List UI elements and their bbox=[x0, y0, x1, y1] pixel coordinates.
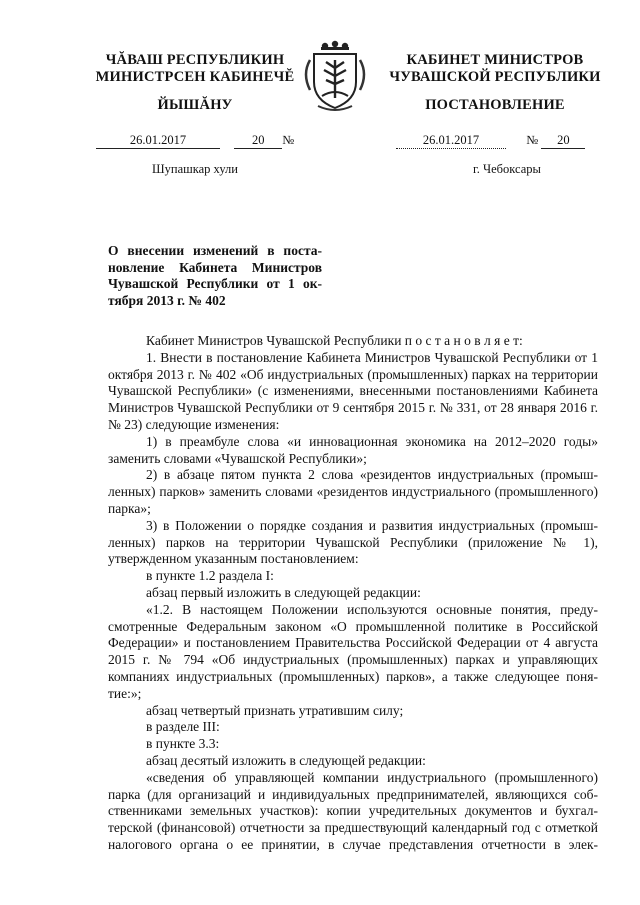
body-paragraph-6: абзац первый изложить в следующей редакции: bbox=[146, 584, 421, 600]
body-paragraph-3: 2) в абзаце пятом пункта 2 слова «резидентов индустриальных (промышленных) парков» заменить словами «резидентов индустриального (промышленного) парка»; bbox=[108, 467, 598, 516]
body-paragraph-7: «1.2. В настоящем Положении используются основные понятия, предусмотренные Федеральным законом «О промышленной политике в Российской Федерации» и постановлением Правительства Российской Федерации от 4 августа 2015 г. № 794 «Об индустриальных (промышленных) парках и управляющих компаниях индустриальных (промышленных) парков», а также следующее понятие:»; bbox=[108, 601, 598, 701]
title-line-3: Чувашской Республики от 1 ок- bbox=[108, 276, 322, 291]
right-doc-type: ПОСТАНОВЛЕНИЕ bbox=[425, 97, 565, 113]
left-org-line2: МИНИСТРСЕН КАБИНЕЧĔ bbox=[95, 69, 295, 85]
title-line-2: новление Кабинета Министров bbox=[108, 259, 322, 275]
body-paragraph-9: в разделе III: bbox=[146, 719, 220, 735]
left-org-name bbox=[90, 52, 300, 86]
right-number-sign: № bbox=[526, 133, 539, 147]
left-number-sign: № bbox=[282, 133, 295, 147]
left-number: 20 bbox=[234, 133, 282, 149]
body-paragraph-1: 1. Внести в постановление Кабинета Министров Чувашской Республики от 1 октября 2013 г. № 402 «Об индустриальных (промышленных) парках на территории Чувашской Республики» (с изменениями, внесенными постановлениями Кабинета Министров Чувашской Республики от 9 сентября 2015 г. № 331, от 28 января 2016 г. № 23) следующие изменения: bbox=[108, 349, 598, 432]
document-body bbox=[108, 333, 598, 854]
coat-of-arms-icon bbox=[300, 38, 370, 114]
body-paragraph-5: в пункте 1.2 раздела I: bbox=[146, 568, 274, 584]
body-paragraph-12: «сведения об управляющей компании индустриального (промышленного) парка (для организаций и индивидуальных предпринимателей, являющихся собственниками земельных участков): копии учредительных документов и бухгалтерской (финансовой) отчетности за предшествующий календарный год с отметкой налогового органа о ее принятии, в случае представления отчетности в элек- bbox=[108, 769, 598, 852]
left-date-number-row bbox=[96, 133, 316, 149]
body-paragraph-4: 3) в Положении о порядке создания и развития индустриальных (промышленных) парков на территории Чувашской Республики (приложение № 1), утвержденном указанным постановлением: bbox=[108, 517, 598, 567]
body-paragraph-11: абзац десятый изложить в следующей редакции: bbox=[146, 752, 426, 768]
left-city: Шупашкар хули bbox=[152, 162, 238, 176]
right-org-line2: ЧУВАШСКОЙ РЕСПУБЛИКИ bbox=[389, 69, 601, 85]
title-line-4: тября 2013 г. № 402 bbox=[108, 292, 226, 308]
body-paragraph-10: в пункте 3.3: bbox=[146, 736, 220, 752]
right-org-name bbox=[380, 52, 610, 86]
right-city: г. Чебоксары bbox=[473, 162, 541, 176]
right-date: 26.01.2017 bbox=[396, 133, 506, 149]
emblem bbox=[300, 38, 370, 114]
title-line-1: О внесении изменений в поста- bbox=[108, 243, 322, 258]
left-doc-type: ЙЫШĂНУ bbox=[157, 97, 233, 113]
right-number: 20 bbox=[541, 133, 585, 149]
body-paragraph-8: абзац четвертый признать утратившим силу; bbox=[146, 702, 404, 718]
right-date-number-row bbox=[396, 133, 616, 149]
document-title bbox=[108, 243, 322, 309]
body-paragraph-2: 1) в преамбуле слова «и инновационная экономика на 2012–2020 годы» заменить словами «Чувашской Республики»; bbox=[108, 433, 598, 466]
body-intro: Кабинет Министров Чувашской Республики п о с т а н о в л я е т: bbox=[146, 333, 523, 348]
left-date: 26.01.2017 bbox=[96, 133, 220, 149]
left-org-line1: ЧĂВАШ РЕСПУБЛИКИН bbox=[105, 52, 285, 68]
right-org-line1: КАБИНЕТ МИНИСТРОВ bbox=[406, 52, 584, 68]
